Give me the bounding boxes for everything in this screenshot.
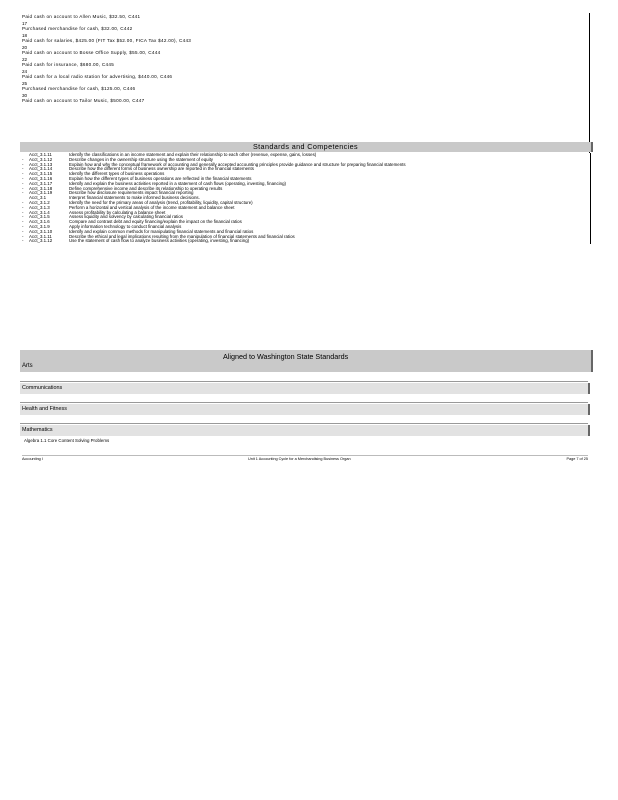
communications-section xyxy=(20,383,590,394)
standard-text: Interpret financial statements to make informed business decisions. xyxy=(69,195,200,201)
transaction-text: Purchased merchandise for cash, $32.00, C442 xyxy=(22,26,133,31)
transaction-entry xyxy=(22,25,588,37)
transaction-text: Paid cash for salaries, $425.00 (FIT Tax $52.00, FICA Tax $42.00), C443 xyxy=(22,38,192,43)
standard-text: Identify and explain common methods for manipulating financial statements and financial ratios xyxy=(69,228,254,234)
standard-bullet: - xyxy=(22,171,24,177)
transaction-text: Paid cash on account to Allen Music, $32.50, C441 xyxy=(22,14,141,19)
transaction-day: 25 xyxy=(22,80,28,86)
standard-text: Perform a horizontal and vertical analysis of the income statement and balance sheet xyxy=(69,204,235,210)
transaction-day: 17 xyxy=(22,20,28,26)
standard-text: Apply information technology to conduct financial analysis xyxy=(69,223,182,229)
standard-code: Acct_3.1 xyxy=(29,195,47,201)
footer-unit: Unit 1 Accounting Cycle for a Merchandising Business Organ xyxy=(248,457,351,461)
standard-bullet: - xyxy=(22,214,24,220)
standard-text: Assess profitability by calculating a balance sheet xyxy=(69,209,166,215)
standard-code: Acct_3.1.17 xyxy=(29,180,53,186)
standard-text: Compare and contrast debt and equity financing/explain the impact on the financial ratios xyxy=(69,219,242,225)
transaction-day: 20 xyxy=(22,44,28,50)
standard-code: Acct_3.1.12 xyxy=(29,156,53,162)
standard-text: Describe the ethical and legal implications resulting from the manipulation of financial statements and financial ratios xyxy=(69,233,295,239)
transaction-entry xyxy=(22,73,588,85)
standard-bullet: - xyxy=(22,180,24,186)
transaction-entry xyxy=(22,49,588,61)
transaction-day: 30 xyxy=(22,92,28,98)
transaction-day: 18 xyxy=(22,32,28,38)
standard-bullet: - xyxy=(22,190,24,196)
standard-code: Acct_3.1.12 xyxy=(29,238,53,244)
standard-text: Describe how the different forms of business ownership are reported in the financial statements xyxy=(69,166,254,172)
standard-bullet: - xyxy=(22,175,24,181)
standard-code: Acct_3.1.15 xyxy=(29,171,53,177)
standard-text: Identify and explain the business activities reported in a statement of cash flows (operating, investing, financing) xyxy=(69,180,286,186)
transaction-day: 24 xyxy=(22,68,28,74)
standard-code: Acct_3.1.18 xyxy=(29,185,53,191)
transaction-list xyxy=(22,13,588,109)
aligned-header-band xyxy=(20,350,593,372)
standards-header: Standards and Competencies xyxy=(252,142,359,151)
health-section-label: Health and Fitness xyxy=(22,406,67,412)
standard-bullet: - xyxy=(22,185,24,191)
standards-header-band xyxy=(20,142,593,152)
standard-bullet: - xyxy=(22,219,24,225)
standard-code: Acct_3.1.16 xyxy=(29,175,53,181)
standard-code: Acct_3.1.9 xyxy=(29,223,50,229)
transaction-entry xyxy=(22,97,588,109)
standard-bullet: - xyxy=(22,233,24,239)
transaction-day: 22 xyxy=(22,56,28,62)
standard-bullet: - xyxy=(22,223,24,229)
standard-text: Define comprehensive income and describe its relationship to operating results xyxy=(69,185,223,191)
transaction-text: Paid cash for a local radio station for advertising, $440.00, C446 xyxy=(22,74,173,79)
standard-bullet: - xyxy=(22,166,24,172)
standard-text: Use the statement of cash flow to analyze business activities (operating, investing, financing) xyxy=(69,238,250,244)
standard-bullet: - xyxy=(22,228,24,234)
standard-bullet: - xyxy=(22,199,24,205)
standard-code: Acct_3.1.10 xyxy=(29,228,53,234)
mathematics-section xyxy=(20,425,590,436)
arts-section-label: Arts xyxy=(22,363,33,369)
standard-code: Acct_3.1.19 xyxy=(29,190,53,196)
transaction-entry xyxy=(22,37,588,49)
standard-item xyxy=(22,239,590,244)
footer-page-number: Page 7 of 25 xyxy=(566,457,588,461)
standard-text: Identify the classifications in an income statement and explain their relationship to each other (revenue, expense, gains, losses) xyxy=(69,152,317,157)
communications-section-label: Communications xyxy=(22,385,63,391)
standard-bullet: - xyxy=(22,156,24,162)
standard-bullet: - xyxy=(22,204,24,210)
transaction-text: Paid cash on account to Tailor Music, $500.00, C447 xyxy=(22,98,145,103)
page-footer xyxy=(22,455,588,464)
standard-text: Explain how and why the conceptual framework of accounting and generally accepted accounting principles provide guidance and structure for preparing financial statements xyxy=(69,161,406,167)
standard-text: Assess liquidity and solvency by calculating financial ratios xyxy=(69,214,183,220)
standard-code: Acct_3.1.5 xyxy=(29,214,50,220)
standard-code: Acct_3.1.14 xyxy=(29,166,53,172)
transaction-entry xyxy=(22,85,588,97)
standard-bullet: - xyxy=(22,209,24,215)
standard-code: Acct_3.1.2 xyxy=(29,199,50,205)
health-section xyxy=(20,404,590,415)
standard-code: Acct_3.1.11 xyxy=(29,152,52,157)
transaction-entry xyxy=(22,61,588,73)
standard-text: Identify the different types of business operations xyxy=(69,171,165,177)
standard-code: Acct_3.1.11 xyxy=(29,233,52,239)
aligned-header: Aligned to Washington State Standards xyxy=(223,352,349,361)
footer-course: Accounting I xyxy=(22,457,43,461)
standard-code: Acct_3.1.4 xyxy=(29,209,50,215)
transaction-text: Paid cash for insurance, $680.00, C445 xyxy=(22,62,115,67)
standard-code: Acct_3.1.6 xyxy=(29,219,50,225)
transaction-entry xyxy=(22,13,588,25)
math-standard-row: Algebra 1.1 Core Content Solving Problems xyxy=(24,438,110,443)
transaction-text: Paid cash on account to Bosse Office Supply, $55.00, C444 xyxy=(22,50,161,55)
standard-code: Acct_3.1.3 xyxy=(29,204,50,210)
standard-text: Describe changes in the ownership structure using the statement of equity xyxy=(69,156,213,162)
standard-bullet: - xyxy=(22,161,24,167)
standard-bullet: - xyxy=(22,238,24,244)
standard-text: Identify the need for the primary areas of analysis (trend, profitability, liquidity, capital structure) xyxy=(69,199,253,205)
standard-text: Describe how disclosure requirements impact financial reporting xyxy=(69,190,194,196)
standard-code: Acct_3.1.13 xyxy=(29,161,53,167)
transaction-text: Purchased merchandise for cash, $125.00, C446 xyxy=(22,86,136,91)
standards-list xyxy=(22,153,591,244)
standard-text: Explain how the different types of business operations are reflected in the financial statements xyxy=(69,175,252,181)
mathematics-section-label: Mathematics xyxy=(22,427,53,433)
